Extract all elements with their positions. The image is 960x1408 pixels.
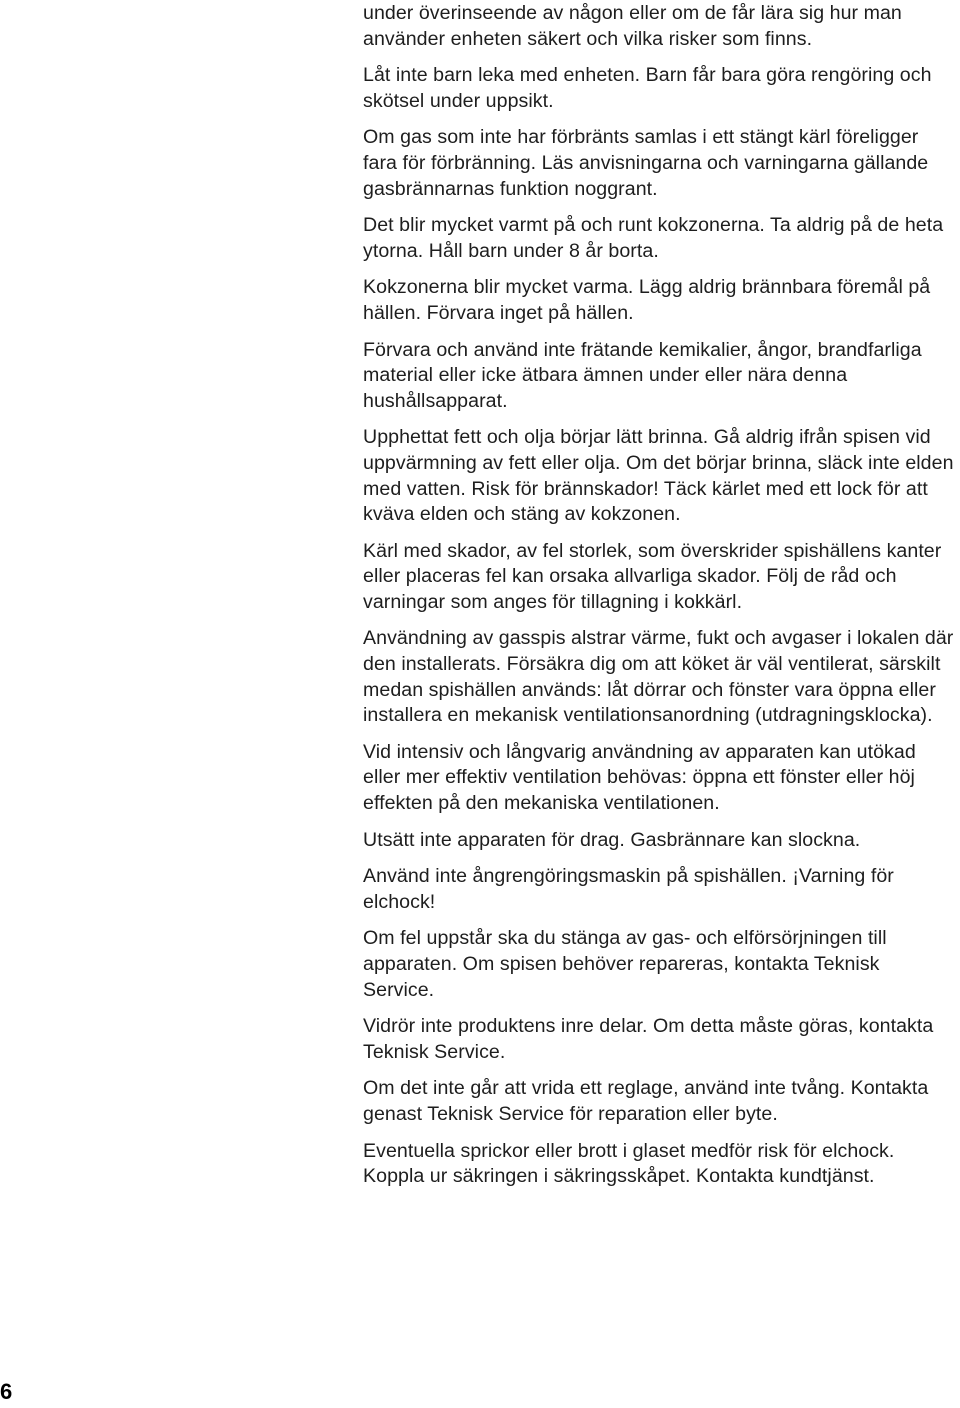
page-number: 6 bbox=[0, 1379, 13, 1404]
paragraph-fat-fire: Upphettat fett och olja börjar lätt brinna. Gå aldrig ifrån spisen vid uppvärmning av fett eller olja. Om det börjar brinna, släck inte elden med vatten. Risk för brännskador! Täck kärlet med ett lock för att kväva elden och stäng av kokzonen. bbox=[363, 426, 954, 526]
paragraph-internal-parts: Vidrör inte produktens inre delar. Om detta måste göras, kontakta Teknisk Service. bbox=[363, 1015, 934, 1063]
paragraph-flammable-objects: Kokzonerna blir mycket varma. Lägg aldrig brännbara föremål på hällen. Förvara inget på hällen. bbox=[363, 276, 931, 324]
paragraph-glass-cracks: Eventuella sprickor eller brott i glaset medför risk för elchock. Koppla ur säkringen i säkringsskåpet. Kontakta kundtjänst. bbox=[363, 1139, 895, 1188]
paragraph-fault-supply: Om fel uppstår ska du stänga av gas- och elförsörjningen till apparaten. Om spisen behöver repareras, kontakta Teknisk Service. bbox=[363, 927, 887, 1001]
paragraph-unburnt-gas: Om gas som inte har förbränts samlas i ett stängt kärl föreligger fara för förbränning. Läs anvisningarna och varningarna gällande gasbrännarnas funktion noggrant. bbox=[363, 126, 929, 200]
paragraph-ventilation: Användning av gasspis alstrar värme, fukt och avgaser i lokalen där den installerats. Försäkra dig om att köket är väl ventilerat, särskilt medan spishällen används: låt dörrar och fönster vara öppna eller installera en mekanisk ventilationsanordning (utdragningsklocka). bbox=[363, 627, 954, 727]
paragraph-intensive-use: Vid intensiv och långvarig användning av apparaten kan utökad eller mer effektiv ventilation behövas: öppna ett fönster eller höj effekten på den mekaniska ventilationen. bbox=[363, 740, 916, 815]
paragraph-chemicals: Förvara och använd inte frätande kemikalier, ångor, brandfarliga material eller icke ätbara ämnen under eller nära denna hushållsapparat. bbox=[363, 338, 922, 412]
paragraph-drafts: Utsätt inte apparaten för drag. Gasbrännare kan slockna. bbox=[363, 828, 861, 851]
paragraph-children-play: Låt inte barn leka med enheten. Barn får bara göra rengöring och skötsel under uppsikt. bbox=[363, 64, 932, 112]
paragraph-steam-cleaner: Använd inte ångrengöringsmaskin på spishällen. ¡Varning för elchock! bbox=[363, 865, 894, 913]
paragraph-continuation: under överinseende av någon eller om de får lära sig hur man använder enheten säkert och vilka risker som finns. bbox=[363, 2, 902, 50]
paragraph-control-knob: Om det inte går att vrida ett reglage, använd inte tvång. Kontakta genast Teknisk Service för reparation eller byte. bbox=[363, 1077, 929, 1125]
document-body bbox=[363, 1, 955, 1201]
paragraph-damaged-cookware: Kärl med skador, av fel storlek, som överskrider spishällens kanter eller placeras fel kan orsaka allvarliga skador. Följ de råd och varningar som anges för tillagning i kokkärl. bbox=[363, 539, 942, 613]
paragraph-hot-zones: Det blir mycket varmt på och runt kokzonerna. Ta aldrig på de heta ytorna. Håll barn under 8 år borta. bbox=[363, 214, 944, 262]
